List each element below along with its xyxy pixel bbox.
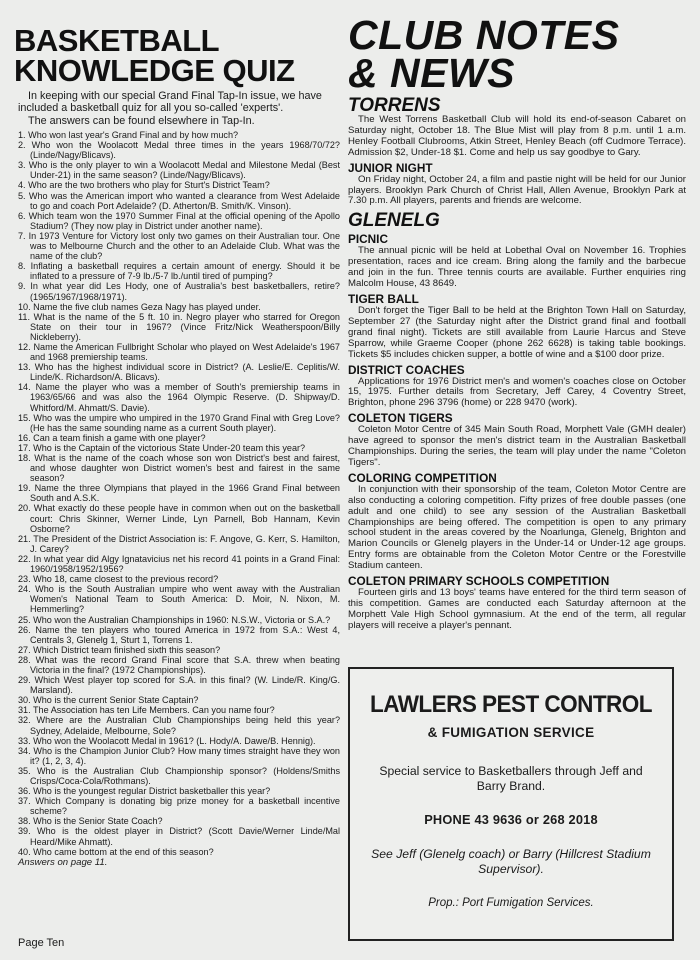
quiz-question: 17. Who is the Captain of the victorious State Under-20 team this year? (18, 442, 306, 453)
torrens-heading: TORRENS (348, 95, 441, 116)
news-title-line1: CLUB NOTES (348, 12, 620, 58)
quiz-question: 39. Who is the oldest player in District? (Scott Davie/Werner Linde/Mal Heard/Mike Ahmatt). (18, 826, 340, 847)
quiz-question: 11. What is the name of the 5 ft. 10 in. Negro player who starred for Oregon State on their tour in 1967? (Vince Fritz/Nick Weatherspoon/Billy Nickleberry). (18, 311, 340, 342)
quiz-intro-answers: The answers can be found elsewhere in Tap-In. (28, 115, 255, 127)
news-column (348, 12, 686, 632)
quiz-title-line2: KNOWLEDGE QUIZ (14, 53, 295, 88)
quiz-question: 6. Which team won the 1970 Summer Final at the official opening of the Apollo Stadium? (They now play in District under another name). (18, 210, 340, 231)
quiz-question: 16. Can a team finish a game with one player? (18, 432, 206, 443)
quiz-question: 37. Which Company is donating big prize money for a basketball incentive scheme? (18, 796, 340, 817)
ad-phone: PHONE 43 9636 or 268 2018 (424, 812, 598, 827)
quiz-question: 15. Who was the umpire who umpired in the 1970 Grand Final with Greg Love? (He has the same sounding name as a current South player). (18, 412, 340, 433)
quiz-question: 25. Who won the Australian Championships in 1960: N.S.W., Victoria or S.A.? (18, 614, 331, 625)
quiz-question: 26. Name the ten players who toured America in 1972 from S.A.: West 4, Centrals 3, Glenelg 1, Sturt 1, Torrens 1. (18, 624, 340, 645)
quiz-question: 31. The Association has ten Life Members. Can you name four? (18, 705, 275, 716)
quiz-question: 8. Inflating a basketball requires a certain amount of energy. Should it be inflated to a pressure of 7-9 lb./5-7 lb./until tired of pumping? (18, 261, 340, 282)
quiz-question: 18. What is the name of the coach whose son won District's best and fairest, and whose daughter won District women's best and fairest in the same season? (18, 453, 340, 484)
quiz-question: 4. Who are the two brothers who play for Sturt's District Team? (18, 180, 270, 191)
primary-schools-text: Fourteen girls and 13 boys' teams have entered for the third term season of this competition. Games are conducted each Saturday afternoon at the Morphett Vale High School gymnasium. At the end of the term, all regular players will receive a player's pennant. (348, 587, 686, 631)
coleton-tigers-heading: COLETON TIGERS (348, 411, 453, 426)
quiz-question-list (18, 130, 340, 857)
quiz-question: 34. Who is the Champion Junior Club? How many times straight have they won it? (1, 2, 3, 4). (18, 745, 340, 766)
quiz-question: 36. Who is the youngest regular District basketballer this year? (18, 786, 271, 797)
torrens-cabaret-text: The West Torrens Basketball Club will hold its end-of-season Cabaret on Saturday night, October 18. The Blue Mist will play from 8 p.m. until 1 a.m. Henley Football Clubrooms, Atkin Street, Henley Beach (off Cudmore Terrace). Admission $2, Under-18 $1. Come and help us say goodbye to Gary. (348, 114, 686, 158)
lawlers-advertisement (348, 667, 674, 941)
quiz-question: 28. What was the record Grand Final score that S.A. threw when beating Victoria in the final? (1972 Championships). (18, 654, 340, 675)
answers-note: Answers on page 11. (18, 856, 108, 868)
quiz-question: 24. Who is the South Australian umpire who went away with the Australian Women's National Team to South America: D. Moir, N. Nixon, M. Hemmerling? (18, 584, 340, 615)
quiz-question: 20. What exactly do these people have in common when out on the basketball court: Chris Skinner, Werner Linde, Lyn Parnell, Bob Hannam, Kevin Osborne? (18, 503, 340, 534)
news-title-line2: & NEWS (348, 50, 515, 96)
coloring-competition-text: In conjunction with their sponsorship of the team, Coleton Motor Centre are also conducting a coloring competition. Fifty prizes of free double passes (one adult and one child) to see any session of the Australian Basketball Championships are being offered. The competition is open to any primary school student in the areas covered by the Noarlunga, Glenelg, Brighton and Marion Councils or Glenelg players in the Under-14 or Under-12 age groups. Entry forms are obtainable from the Coleton Motor Centre or the Forestville Stadium canteen. (348, 483, 686, 572)
quiz-title (14, 23, 340, 88)
ad-contact-note: See Jeff (Glenelg coach) or Barry (Hillcrest Stadium Supervisor). (371, 847, 651, 876)
coleton-tigers-text: Coleton Motor Centre of 345 Main South Road, Morphett Vale (GMH dealer) have agreed to sponsor the men's district team in the Australian Basketball Championships. During the series, the team will play under the name "Coleton Tigers". (348, 424, 686, 468)
primary-schools-heading: COLETON PRIMARY SCHOOLS COMPETITION (348, 574, 610, 589)
quiz-question: 30. Who is the current Senior State Captain? (18, 695, 199, 706)
quiz-question: 12. Name the American Fullbright Scholar who played on West Adelaide's 1967 and 1968 premiership teams. (18, 341, 340, 363)
coloring-competition-heading: COLORING COMPETITION (348, 470, 497, 485)
tiger-ball-text: Don't forget the Tiger Ball to be held at the Brighton Town Hall on Saturday, September 27 (the Saturday night after the District grand final and football grand final night). Tickets are still available from Laurie Harcus and Steve Sparrow, while Graeme Cooper (phone 262 6628) is taking table bookings. Tickets $5 includes chicken supper, a bottle of wine and a $100 door prize. (348, 304, 686, 360)
quiz-question: 33. Who won the Woolacott Medal in 1961? (L. Hody/A. Dawe/B. Hennig). (18, 735, 316, 746)
junior-night-text: On Friday night, October 24, a film and pastie night will be held for our Junior players. Brooklyn Park Church of Christ Hall, Allen Avenue, Brooklyn Park at 7.30 p.m. All players, parents and friends are welcome. (348, 173, 686, 207)
quiz-question: 13. Who has the highest individual score in District? (A. Leslie/E. Ceplitis/W. Linde/K. Richardson/A. Blicavs). (18, 362, 340, 383)
page-number: Page Ten (18, 937, 65, 949)
ad-title: LAWLERS PEST CONTROL (369, 691, 652, 718)
tiger-ball-heading: TIGER BALL (348, 291, 419, 306)
district-coaches-text: Applications for 1976 District men's and women's coaches close on October 15, 1975. Further details from Secretary, Jeff Carey, 4 Coventry Street, Brighton, phone 296 3796 (home) or 228 9470 (work). (348, 375, 686, 409)
quiz-question: 5. Who was the American import who wanted a clearance from West Adelaide to go and coach Port Adelaide? (D. Atherton/B. Smith/K. Vinson). (18, 190, 340, 211)
quiz-question: 2. Who won the Woolacott Medal three times in the years 1968/70/72? (Linde/Nagy/Blicavs). (18, 140, 340, 161)
picnic-text: The annual picnic will be held at Lobethal Oval on November 16. Trophies presentation, races and ice cream. Bring along the family and the barbecue and join in the fun. Three tennis courts are available. Further enquiries ring Malcolm House, 43 8649. (348, 245, 686, 290)
quiz-question: 14. Name the player who was a member of South's premiership teams in 1963/65/66 and was also the 1964 Olympic Reserve. (D. Shipway/D. Whitford/M. Ahmatt/S. Davie). (18, 382, 340, 413)
quiz-question: 10. Name the five club names Geza Nagy has played under. (18, 301, 261, 312)
quiz-question: 9. In what year did Les Hody, one of Australia's best basketballers, retire? (1965/1967/1968/1971). (18, 281, 340, 302)
junior-night-heading: JUNIOR NIGHT (348, 160, 433, 175)
quiz-question: 23. Who 18, came closest to the previous record? (18, 574, 219, 585)
quiz-question: 21. The President of the District Association is: F. Angove, G. Kerr, S. Hamilton, J. Carey? (18, 533, 340, 554)
quiz-title-line1: BASKETBALL (14, 23, 220, 58)
quiz-question: 19. Name the three Olympians that played in the 1966 Grand Final between South and A.S.K. (18, 483, 340, 504)
quiz-intro: In keeping with our special Grand Final Tap-In issue, we have included a basketball quiz for all you so-called 'experts'. (18, 90, 322, 114)
quiz-question: 3. Who is the only player to win a Woolacott Medal and Milestone Medal (Best Under-21) in the same season? (Linde/Nagy/Blicavs). (18, 160, 340, 181)
quiz-question: 1. Who won last year's Grand Final and by how much? (18, 130, 239, 140)
quiz-question: 35. Who is the Australian Club Championship sponsor? (Holdens/Smiths Crisps/Coca-Cola/Rothmans). (18, 765, 340, 786)
quiz-question: 27. Which District team finished sixth this season? (18, 644, 221, 655)
quiz-question: 38. Who is the Senior State Coach? (18, 816, 163, 827)
news-title (348, 12, 686, 96)
district-coaches-heading: DISTRICT COACHES (348, 362, 465, 377)
ad-proprietor: Prop.: Port Fumigation Services. (428, 897, 594, 909)
quiz-question: 32. Where are the Australian Club Championships being held this year? Sydney, Adelaide, Melbourne, Sole? (18, 715, 340, 736)
quiz-question: 29. Which West player top scored for S.A. in this final? (W. Linde/R. King/G. Marsland). (18, 675, 340, 696)
glenelg-heading: GLENELG (348, 210, 440, 232)
quiz-question: 7. In 1973 Venture for Victory lost only two games on their Australian tour. One was to Melbourne Church and the other to an Adelaide Club. What was the name of the club? (18, 230, 340, 262)
picnic-heading: PICNIC (348, 232, 388, 247)
quiz-question: 22. In what year did Algy Ignatavicius net his record 41 points in a Grand Final: 1960/1958/1952/1956? (18, 553, 340, 575)
quiz-question: 40. Who came bottom at the end of this season? (18, 846, 214, 857)
ad-body: Special service to Basketballers through Jeff and Barry Brand. (379, 764, 643, 793)
quiz-column (14, 23, 340, 868)
ad-subtitle: & FUMIGATION SERVICE (427, 725, 595, 740)
